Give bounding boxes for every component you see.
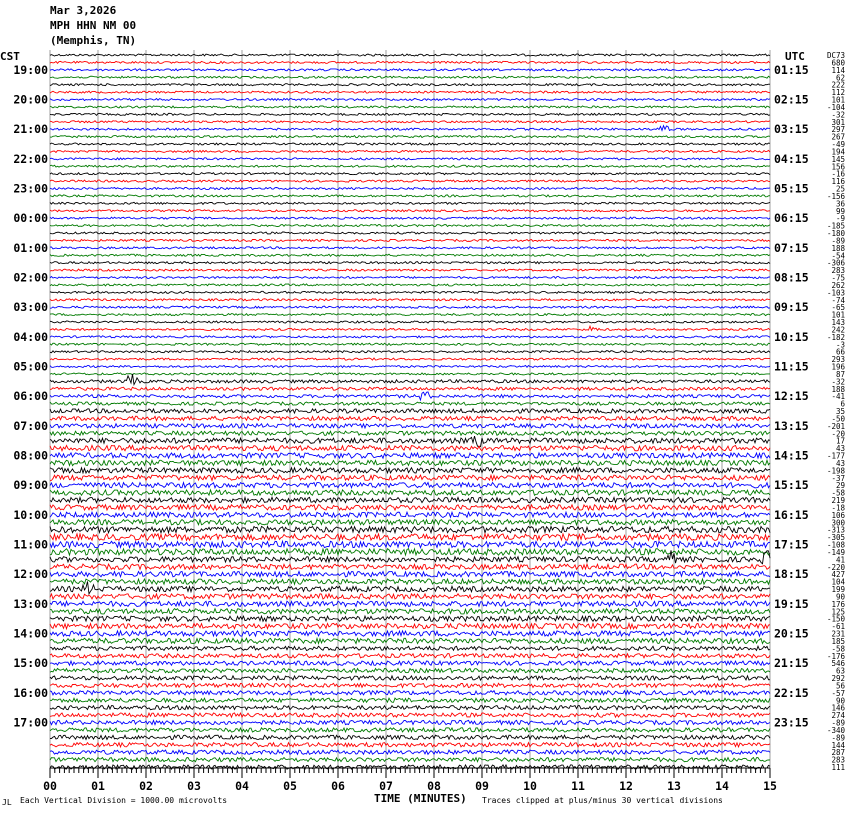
- trace-offset-96: 111: [831, 763, 845, 772]
- trace-33: [50, 299, 770, 301]
- x-tick-label-4: 04: [235, 779, 249, 793]
- trace-35: [50, 314, 770, 316]
- left-hour-label-5: 00:00: [13, 211, 48, 226]
- trace-offset-95: 283: [831, 755, 845, 765]
- trace-13: [50, 150, 770, 152]
- trace-23: [50, 225, 770, 227]
- trace-offset-61: -18: [831, 503, 845, 513]
- x-tick-label-8: 08: [427, 779, 441, 793]
- trace-5: [50, 91, 770, 93]
- trace-offset-62: 106: [831, 510, 845, 520]
- left-hour-label-13: 08:00: [13, 448, 48, 463]
- trace-offset-94: 287: [831, 748, 845, 758]
- trace-offset-92: -89: [831, 733, 845, 743]
- trace-89: [50, 713, 770, 717]
- right-hour-label-11: 12:15: [774, 389, 809, 404]
- right-hour-label-16: 17:15: [774, 537, 809, 552]
- trace-offset-4: 222: [831, 80, 845, 90]
- right-hour-label-8: 09:15: [774, 300, 809, 315]
- trace-94: [50, 750, 770, 754]
- trace-19: [50, 195, 770, 197]
- trace-49: [50, 416, 770, 420]
- trace-55: [50, 460, 770, 465]
- trace-66: [50, 541, 770, 547]
- trace-69: [50, 564, 770, 569]
- trace-6: [50, 98, 770, 100]
- trace-offset-44: -32: [831, 377, 845, 387]
- trace-44: [50, 374, 770, 385]
- trace-47: [50, 402, 770, 405]
- trace-offset-54: -177: [826, 451, 845, 461]
- trace-20: [50, 202, 770, 204]
- trace-21: [50, 210, 770, 212]
- trace-91: [50, 728, 770, 732]
- right-hour-label-19: 20:15: [774, 626, 809, 641]
- trace-offset-9: 301: [831, 117, 845, 127]
- trace-offset-68: 41: [835, 555, 845, 565]
- trace-39: [50, 343, 770, 345]
- trace-54: [50, 453, 770, 458]
- trace-57: [50, 475, 770, 480]
- trace-offset-labels: [827, 51, 846, 772]
- trace-offset-47: 6: [840, 399, 845, 409]
- trace-offset-76: -150: [826, 614, 845, 624]
- trace-27: [50, 254, 770, 256]
- trace-offset-65: -305: [826, 533, 845, 543]
- trace-29: [50, 269, 770, 271]
- trace-offset-84: 292: [831, 674, 845, 683]
- trace-offset-67: -149: [826, 547, 845, 557]
- trace-offset-55: 43: [835, 458, 845, 468]
- trace-7: [50, 106, 770, 108]
- trace-offset-15: 156: [831, 162, 845, 172]
- left-hour-label-21: 16:00: [13, 685, 48, 700]
- left-hour-label-15: 10:00: [13, 507, 48, 522]
- trace-offset-30: -75: [831, 273, 845, 283]
- trace-offset-82: 546: [831, 659, 845, 669]
- left-hour-label-3: 22:00: [13, 151, 48, 166]
- trace-75: [50, 609, 770, 614]
- right-hour-label-17: 18:15: [774, 567, 809, 582]
- trace-32: [50, 291, 770, 293]
- trace-offset-33: -74: [831, 295, 845, 305]
- x-axis-title: TIME (MINUTES): [374, 792, 467, 805]
- trace-offset-73: 90: [835, 592, 845, 602]
- left-hour-label-1: 20:00: [13, 92, 48, 107]
- trace-offset-11: 267: [831, 132, 845, 142]
- trace-offset-80: -58: [831, 644, 845, 654]
- right-timezone-label: UTC: [785, 50, 805, 63]
- right-hour-label-4: 05:15: [774, 181, 809, 196]
- trace-87: [50, 698, 770, 702]
- x-tick-label-5: 05: [283, 779, 297, 793]
- trace-71: [50, 579, 770, 584]
- trace-67: [50, 549, 770, 555]
- trace-offset-89: 274: [831, 711, 845, 721]
- trace-offset-45: 188: [831, 384, 845, 394]
- trace-offset-0: DC73: [826, 51, 845, 60]
- trace-offset-23: -185: [826, 221, 845, 231]
- trace-50: [50, 424, 770, 428]
- right-hour-label-1: 02:15: [774, 92, 809, 107]
- trace-offset-22: -9: [835, 214, 845, 224]
- trace-10: [50, 126, 770, 131]
- trace-22: [50, 217, 770, 219]
- left-hour-label-12: 07:00: [13, 418, 48, 433]
- trace-offset-14: 145: [831, 154, 845, 164]
- station-code: MPH HHN NM 00: [50, 19, 137, 32]
- trace-offset-57: -37: [831, 473, 845, 483]
- trace-offset-79: 185: [831, 636, 845, 646]
- trace-offset-86: -57: [831, 688, 845, 698]
- trace-offset-27: -54: [831, 251, 845, 261]
- trace-51: [50, 431, 770, 435]
- trace-offset-93: 144: [831, 740, 845, 750]
- trace-12: [50, 143, 770, 145]
- right-hour-label-13: 14:15: [774, 448, 809, 463]
- right-hour-label-6: 07:15: [774, 240, 809, 255]
- right-hour-label-5: 06:15: [774, 211, 809, 226]
- left-hour-label-4: 23:00: [13, 181, 48, 196]
- x-tick-label-13: 13: [667, 779, 681, 793]
- trace-74: [50, 601, 770, 606]
- trace-80: [50, 646, 770, 650]
- trace-43: [50, 373, 770, 375]
- trace-offset-71: 104: [831, 577, 845, 587]
- x-tick-label-2: 02: [139, 779, 153, 793]
- trace-offset-43: 87: [835, 369, 845, 379]
- trace-offset-35: 101: [831, 310, 845, 320]
- trace-offset-8: -32: [831, 110, 845, 120]
- trace-60: [50, 497, 770, 502]
- trace-18: [50, 187, 770, 189]
- left-hour-labels: [13, 63, 48, 730]
- left-hour-label-10: 05:00: [13, 359, 48, 374]
- trace-offset-70: 427: [831, 570, 845, 580]
- trace-offset-90: -89: [831, 718, 845, 728]
- trace-46: [50, 392, 770, 400]
- trace-offset-66: -108: [826, 540, 845, 550]
- trace-offset-2: 114: [831, 65, 845, 75]
- trace-52: [50, 436, 770, 447]
- trace-offset-12: -49: [831, 140, 845, 149]
- trace-63: [50, 520, 770, 525]
- trace-92: [50, 735, 770, 739]
- trace-offset-32: -103: [826, 288, 845, 298]
- trace-offset-5: 112: [831, 88, 845, 98]
- trace-88: [50, 706, 770, 710]
- trace-offset-78: 231: [831, 629, 845, 639]
- trace-offset-60: 219: [831, 496, 845, 505]
- trace-42: [50, 365, 770, 367]
- trace-95: [50, 757, 770, 761]
- x-tick-label-7: 07: [379, 779, 393, 793]
- trace-90: [50, 720, 770, 724]
- trace-73: [50, 594, 770, 599]
- trace-offset-50: -201: [826, 421, 845, 431]
- left-hour-label-8: 03:00: [13, 300, 48, 315]
- trace-offset-17: 116: [831, 177, 845, 187]
- trace-offset-83: 63: [835, 666, 845, 676]
- trace-offset-26: 188: [831, 243, 845, 253]
- trace-offset-37: 242: [831, 325, 845, 335]
- trace-79: [50, 638, 770, 643]
- x-tick-label-6: 06: [331, 779, 345, 793]
- trace-offset-36: 143: [831, 318, 845, 327]
- trace-17: [50, 180, 770, 182]
- trace-offset-69: -220: [826, 562, 845, 572]
- trace-4: [50, 84, 770, 86]
- left-hour-label-19: 14:00: [13, 626, 48, 641]
- trace-offset-74: 176: [831, 599, 845, 609]
- corner-mark: JL: [2, 798, 12, 807]
- left-hour-label-17: 12:00: [13, 567, 48, 582]
- trace-offset-21: 99: [835, 206, 845, 216]
- trace-30: [50, 276, 770, 278]
- trace-16: [50, 173, 770, 175]
- trace-offset-31: 262: [831, 280, 845, 290]
- trace-2: [50, 69, 770, 71]
- trace-41: [50, 358, 770, 360]
- trace-24: [50, 232, 770, 234]
- trace-3: [50, 76, 770, 78]
- trace-53: [50, 445, 770, 450]
- left-hour-label-20: 15:00: [13, 656, 48, 671]
- right-hour-label-12: 13:15: [774, 418, 809, 433]
- trace-offset-18: 25: [835, 184, 845, 194]
- seismic-traces: [50, 54, 770, 769]
- trace-14: [50, 158, 770, 160]
- right-hour-labels: [774, 63, 809, 730]
- trace-28: [50, 262, 770, 264]
- trace-64: [50, 526, 770, 532]
- trace-offset-77: -61: [831, 622, 845, 632]
- trace-offset-56: -198: [826, 466, 845, 476]
- x-tick-label-9: 09: [475, 779, 489, 793]
- right-hour-label-7: 08:15: [774, 270, 809, 285]
- trace-59: [50, 490, 770, 495]
- right-hour-label-21: 22:15: [774, 685, 809, 700]
- trace-offset-16: -16: [831, 169, 845, 179]
- trace-offset-1: 680: [831, 58, 845, 68]
- trace-offset-46: -41: [831, 392, 845, 402]
- x-tick-label-12: 12: [619, 779, 633, 793]
- left-hour-label-18: 13:00: [13, 596, 48, 611]
- x-tick-label-11: 11: [571, 779, 585, 793]
- trace-offset-48: 35: [835, 407, 845, 416]
- trace-48: [50, 409, 770, 413]
- right-hour-label-0: 01:15: [774, 62, 809, 77]
- right-hour-label-15: 16:15: [774, 507, 809, 522]
- trace-offset-34: -65: [831, 303, 845, 313]
- trace-offset-53: 43: [835, 444, 845, 454]
- trace-offset-75: 125: [831, 607, 845, 617]
- trace-62: [50, 512, 770, 517]
- station-location: (Memphis, TN): [50, 34, 137, 47]
- trace-78: [50, 631, 770, 636]
- trace-offset-85: 56: [835, 681, 845, 691]
- chart-date: Mar 3,2026: [50, 4, 117, 17]
- right-hour-label-10: 11:15: [774, 359, 809, 374]
- trace-0: [50, 54, 770, 56]
- x-tick-label-0: 00: [43, 779, 57, 793]
- x-tick-label-1: 01: [91, 779, 105, 793]
- trace-25: [50, 239, 770, 241]
- left-timezone-label: CST: [0, 50, 20, 63]
- trace-offset-41: 293: [831, 355, 845, 365]
- trace-offset-59: -58: [831, 488, 845, 498]
- trace-11: [50, 136, 770, 138]
- x-tick-label-15: 15: [763, 779, 777, 793]
- trace-26: [50, 247, 770, 249]
- trace-93: [50, 743, 770, 747]
- trace-70: [50, 571, 770, 576]
- trace-86: [50, 691, 770, 695]
- trace-61: [50, 505, 770, 510]
- trace-31: [50, 284, 770, 286]
- right-hour-label-14: 15:15: [774, 478, 809, 493]
- trace-84: [50, 676, 770, 680]
- trace-offset-10: 297: [831, 125, 845, 135]
- scale-note: Each Vertical Division = 1000.00 microvolts: [20, 796, 228, 805]
- trace-38: [50, 336, 770, 338]
- trace-56: [50, 468, 770, 473]
- trace-34: [50, 306, 770, 308]
- trace-9: [50, 121, 770, 123]
- right-hour-label-20: 21:15: [774, 656, 809, 671]
- right-hour-label-18: 19:15: [774, 596, 809, 611]
- trace-offset-13: 194: [831, 147, 845, 157]
- x-tick-label-10: 10: [523, 779, 537, 793]
- right-hour-label-2: 03:15: [774, 122, 809, 137]
- trace-40: [50, 351, 770, 353]
- trace-offset-49: -50: [831, 414, 845, 424]
- trace-offset-52: 17: [835, 436, 845, 446]
- trace-offset-38: -182: [826, 332, 845, 342]
- trace-offset-19: -156: [826, 191, 845, 201]
- trace-85: [50, 683, 770, 687]
- trace-1: [50, 61, 770, 63]
- x-tick-label-14: 14: [715, 779, 729, 793]
- trace-offset-40: 66: [835, 347, 845, 357]
- left-hour-label-16: 11:00: [13, 537, 48, 552]
- left-hour-label-6: 01:00: [13, 240, 48, 255]
- trace-8: [50, 113, 770, 115]
- trace-offset-24: -180: [826, 229, 845, 238]
- trace-offset-42: 196: [831, 362, 845, 372]
- x-axis: [43, 768, 777, 793]
- left-hour-label-11: 06:00: [13, 389, 48, 404]
- trace-offset-29: 283: [831, 266, 845, 276]
- right-hour-label-3: 04:15: [774, 151, 809, 166]
- trace-offset-72: 199: [831, 585, 845, 594]
- trace-offset-63: 300: [831, 518, 845, 528]
- trace-76: [50, 616, 770, 621]
- left-hour-label-14: 09:00: [13, 478, 48, 493]
- trace-83: [50, 668, 770, 672]
- trace-77: [50, 623, 770, 628]
- trace-81: [50, 654, 770, 658]
- trace-82: [50, 661, 770, 665]
- trace-65: [50, 534, 770, 540]
- trace-offset-25: -89: [831, 236, 845, 246]
- trace-58: [50, 482, 770, 487]
- left-hour-label-0: 19:00: [13, 62, 48, 77]
- trace-36: [50, 321, 770, 323]
- clip-note: Traces clipped at plus/minus 30 vertical divisions: [482, 796, 723, 805]
- trace-offset-20: 36: [835, 199, 845, 209]
- trace-offset-51: -20: [831, 429, 845, 439]
- trace-offset-91: -340: [826, 725, 845, 735]
- left-hour-label-9: 04:00: [13, 329, 48, 344]
- trace-offset-7: -104: [826, 102, 845, 112]
- trace-offset-88: 146: [831, 703, 845, 713]
- trace-offset-81: -176: [826, 651, 845, 661]
- trace-offset-6: 101: [831, 95, 845, 105]
- x-tick-label-3: 03: [187, 779, 201, 793]
- trace-offset-28: -306: [826, 258, 845, 268]
- trace-45: [50, 387, 770, 390]
- trace-37: [50, 326, 770, 330]
- left-hour-label-2: 21:00: [13, 122, 48, 137]
- trace-offset-58: 29: [835, 481, 845, 491]
- trace-offset-87: 90: [835, 696, 845, 706]
- trace-offset-3: 62: [835, 73, 845, 83]
- trace-15: [50, 165, 770, 167]
- right-hour-label-9: 10:15: [774, 329, 809, 344]
- right-hour-label-22: 23:15: [774, 715, 809, 730]
- trace-offset-39: -3: [835, 340, 845, 350]
- left-hour-label-7: 02:00: [13, 270, 48, 285]
- left-hour-label-22: 17:00: [13, 715, 48, 730]
- trace-offset-64: -313: [826, 525, 845, 535]
